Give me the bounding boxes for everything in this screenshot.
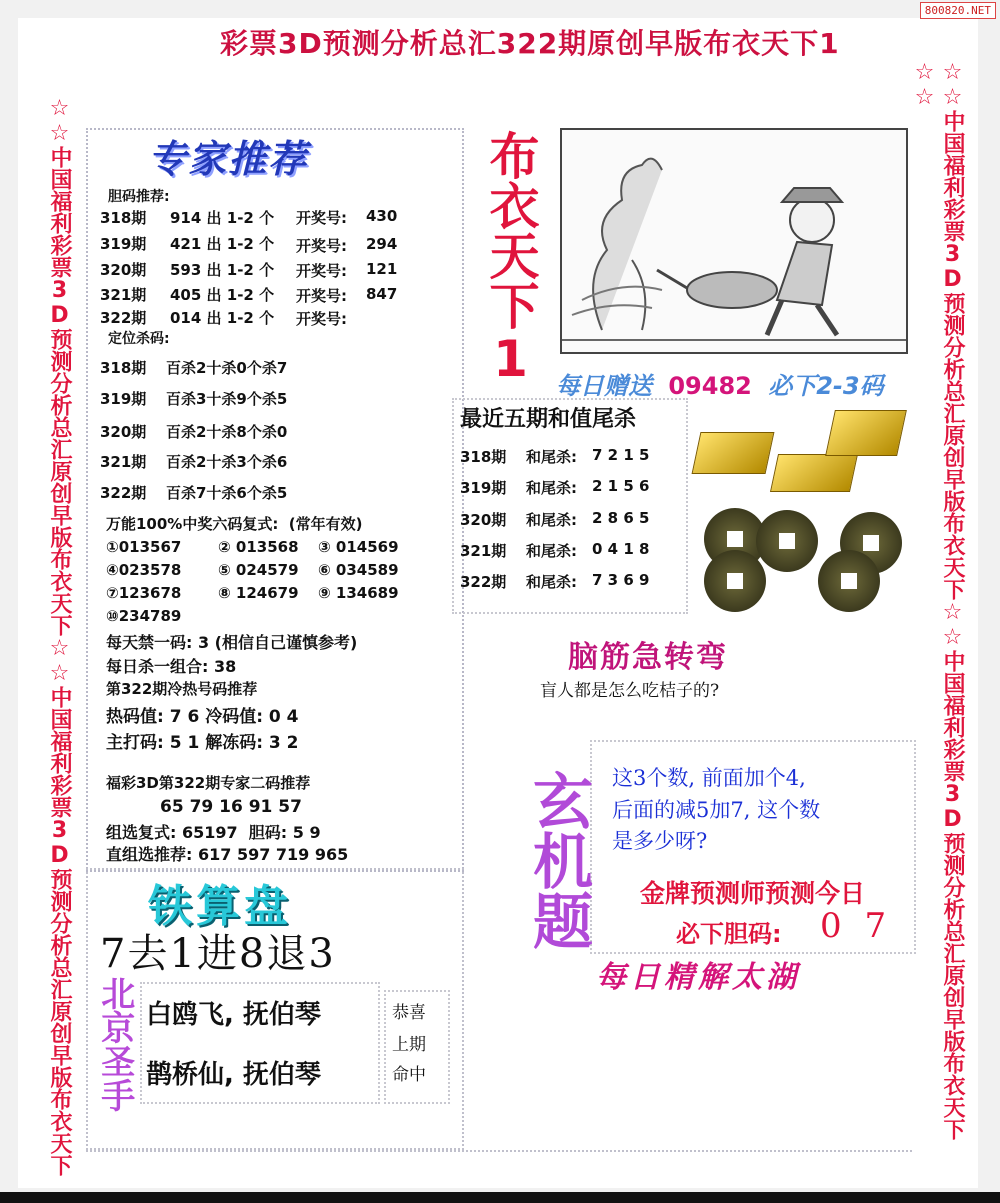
gold-bar-icon — [692, 432, 775, 474]
coin-icon — [818, 550, 880, 612]
erma-label: 福彩3D第322期专家二码推荐 — [106, 774, 311, 792]
side-text-right: ☆☆中国福利彩票3D预测分析总汇原创早版布衣天下☆☆中国福利彩票3D预测分析总汇原创早版布衣天下☆☆ — [912, 60, 965, 1140]
gold-bar-icon — [770, 454, 858, 492]
dingwei-text: 百杀2十杀0个杀7 — [166, 359, 288, 377]
hezhi-nums: 7 3 6 9 — [592, 571, 650, 589]
hezhi-label: 和尾杀: — [526, 573, 577, 591]
wanneng-label: 万能100%中奖六码复式: (常年有效) — [106, 515, 363, 533]
danma-result-label: 开奖号: — [296, 287, 347, 305]
farmer-image — [560, 128, 908, 354]
hezhi-nums: 2 1 5 6 — [592, 477, 650, 495]
zhixuan: 直组选推荐: 617 597 719 965 — [106, 845, 349, 864]
page-title: 彩票3D预测分析总汇322期原创早版布衣天下1 — [220, 27, 840, 60]
bottom-divider — [86, 1150, 912, 1152]
dingwei-period: 318期 — [100, 359, 147, 377]
hezhi-title: 最近五期和值尾杀 — [460, 407, 637, 432]
xuanji-text-2: 后面的减5加7, 这个数 — [612, 798, 821, 822]
wanneng-item: ③ 014569 — [318, 538, 399, 556]
zuxuan: 组选复式: 65197 胆码: 5 9 — [106, 823, 321, 842]
hezhi-label: 和尾杀: — [526, 448, 577, 466]
danma-result-label: 开奖号: — [296, 262, 347, 280]
danma-row: 319期 — [100, 235, 147, 253]
sha-zuhe: 每日杀一组合: 38 — [106, 657, 237, 676]
brain-question: 盲人都是怎么吃桔子的? — [540, 681, 720, 701]
hezhi-nums: 2 8 6 5 — [592, 509, 650, 527]
dingwei-text: 百杀2十杀8个杀0 — [166, 423, 288, 441]
zhuda: 主打码: 5 1 解冻码: 3 2 — [106, 733, 299, 753]
wanneng-item: ⑥ 034589 — [318, 561, 399, 579]
wanneng-item: ⑩234789 — [106, 607, 182, 625]
danma-row: 322期 — [100, 309, 147, 327]
coin-icon — [756, 510, 818, 572]
tiesuanpan-line: 7去1进8退3 — [100, 931, 336, 977]
wanneng-item: ⑤ 024579 — [218, 561, 299, 579]
predict-label: 金牌预测师预测今日 — [640, 879, 866, 908]
danma-row: 320期 — [100, 261, 147, 279]
expert-title: 专家推荐 — [148, 137, 309, 181]
bixia-label: 必下胆码: — [676, 920, 782, 948]
danma-result-label: 开奖号: — [296, 209, 347, 227]
dingwei-period: 320期 — [100, 423, 147, 441]
buyi-vertical: 布衣天下1 — [481, 130, 540, 388]
danma-row: 321期 — [100, 286, 147, 304]
hezhi-period: 319期 — [460, 479, 507, 497]
daily-jingjie: 每日精解太湖 — [596, 960, 800, 995]
dingwei-text: 百杀2十杀3个杀6 — [166, 453, 288, 471]
danma-nums: 014 出 1-2 个 — [170, 309, 275, 327]
gongxi-1: 恭喜 — [392, 1003, 426, 1023]
beijing-line-2: 鹊桥仙, 抚伯琴 — [146, 1060, 321, 1090]
hezhi-label: 和尾杀: — [526, 479, 577, 497]
dingwei-label: 定位杀码: — [108, 331, 170, 347]
banner-blur — [58, 18, 218, 64]
daily-gift — [556, 366, 884, 401]
hezhi-period: 322期 — [460, 573, 507, 591]
dingwei-period: 322期 — [100, 484, 147, 502]
daily-gift-code: 09482 — [668, 372, 752, 400]
side-text-left: ☆☆中国福利彩票3D预测分析总汇原创早版布衣天下☆☆中国福利彩票3D预测分析总汇原创早版布衣天下 — [47, 96, 72, 1176]
hezhi-period: 318期 — [460, 448, 507, 466]
wanneng-item: ⑦123678 — [106, 584, 182, 602]
bixia-code: 0 7 — [820, 906, 893, 946]
daily-gift-suffix: 必下2-3码 — [768, 372, 884, 400]
site-watermark[interactable]: 800820.NET — [920, 2, 996, 19]
danma-nums: 421 出 1-2 个 — [170, 235, 275, 253]
beijing-name: 北京圣手 — [94, 976, 135, 1112]
hezhi-label: 和尾杀: — [526, 542, 577, 560]
bottom-bar — [0, 1192, 1000, 1203]
xuanji-title: 玄机题 — [523, 770, 593, 950]
danma-nums: 593 出 1-2 个 — [170, 261, 275, 279]
gold-bar-icon — [825, 410, 907, 456]
danma-label: 胆码推荐: — [108, 189, 170, 205]
gongxi-2: 上期 — [392, 1035, 426, 1055]
danma-result-label: 开奖号: — [296, 237, 347, 255]
danma-nums: 914 出 1-2 个 — [170, 209, 275, 227]
gongxi-3: 命中 — [392, 1065, 426, 1085]
wanneng-item: ② 013568 — [218, 538, 299, 556]
danma-result: 121 — [366, 260, 398, 278]
hezhi-nums: 7 2 1 5 — [592, 446, 650, 464]
hezhi-period: 320期 — [460, 511, 507, 529]
gold-coins-image — [690, 400, 912, 620]
beijing-line-1: 白鸥飞, 抚伯琴 — [146, 1000, 321, 1030]
daily-gift-prefix: 每日赠送 — [556, 372, 652, 400]
wanneng-item: ⑨ 134689 — [318, 584, 399, 602]
tiesuanpan-title: 铁算盘 — [148, 881, 292, 932]
dingwei-period: 321期 — [100, 453, 147, 471]
dingwei-text: 百杀3十杀9个杀5 — [166, 390, 288, 408]
danma-result: 430 — [366, 207, 398, 225]
lengre-label: 第322期冷热号码推荐 — [106, 680, 258, 698]
danma-result: 294 — [366, 235, 398, 253]
wanneng-item: ④023578 — [106, 561, 182, 579]
dingwei-period: 319期 — [100, 390, 147, 408]
farmer-icon — [562, 130, 906, 352]
hezhi-label: 和尾杀: — [526, 511, 577, 529]
rema: 热码值: 7 6 冷码值: 0 4 — [106, 707, 299, 727]
coin-icon — [704, 550, 766, 612]
brain-title: 脑筋急转弯 — [568, 640, 728, 675]
hezhi-nums: 0 4 1 8 — [592, 540, 650, 558]
xuanji-text-3: 是多少呀? — [612, 829, 708, 853]
hezhi-period: 321期 — [460, 542, 507, 560]
danma-result-label: 开奖号: — [296, 310, 347, 328]
danma-row: 318期 — [100, 209, 147, 227]
erma-nums: 65 79 16 91 57 — [160, 797, 302, 817]
wanneng-item: ⑧ 124679 — [218, 584, 299, 602]
jin-yima: 每天禁一码: 3 (相信自己谨慎参考) — [106, 633, 358, 652]
wanneng-item: ①013567 — [106, 538, 182, 556]
danma-result: 847 — [366, 285, 398, 303]
danma-nums: 405 出 1-2 个 — [170, 286, 275, 304]
xuanji-text-1: 这3个数, 前面加个4, — [612, 766, 806, 790]
dingwei-text: 百杀7十杀6个杀5 — [166, 484, 288, 502]
